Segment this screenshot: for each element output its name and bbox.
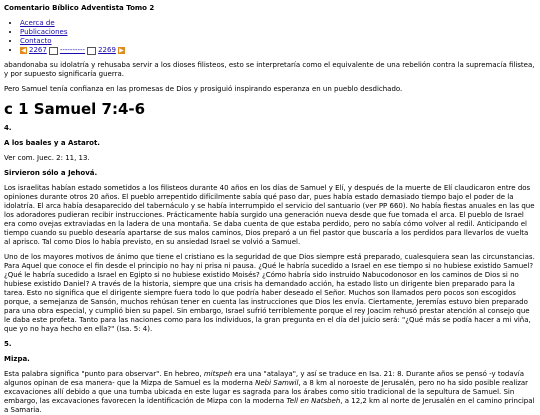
contact-link[interactable]: Contacto — [20, 37, 52, 45]
pager — [20, 46, 125, 55]
next-page-link[interactable]: 2269 — [98, 46, 116, 54]
section-heading: c 1 Samuel 7:4-6 — [4, 100, 146, 118]
pager-separator[interactable]: ---------- — [59, 46, 86, 54]
term-mitspeh: mitspeh — [203, 370, 233, 378]
page-title: Comentario Bíblico Adventista Tomo 2 — [4, 4, 155, 12]
verse-5-phrase: Mizpa. — [4, 355, 30, 363]
para-c-part-4: , a 12,2 km al norte de Jerusalén en el camino principal a Samaria. — [4, 397, 535, 414]
nav-item-publications — [20, 28, 536, 37]
para-c-part-2: era una "atalaya", y así se traduce en Isa. 21: 8. Durante años se pensó -y todavía algunos opinan de esa manera- que la Mizpa de Samuel es la moderna — [4, 370, 525, 387]
verse-4-subheading: Sirvieron sólo a Jehová. — [4, 169, 98, 177]
nav-list — [4, 19, 536, 55]
term-nebi-samwil: Nebi Samwil — [255, 379, 299, 387]
intro-paragraph-1: abandonaba su idolatría y rehusaba servir a los dioses filisteos, esto se interpretaría como el equivalente de una rebelión contra la supremacía filistea, y por supuesto significaría guerra. — [4, 61, 535, 78]
nav-item-about — [20, 19, 536, 28]
prev-arrow-icon[interactable]: • ◀ — [21, 47, 26, 54]
commentary-paragraph-a: Los israelitas habían estado sometidos a los filisteos durante 40 años en los días de Samuel y Elí, y después de la muerte de Elí claudicaron entre dos opiniones durante otros 20 años. El pueblo arrepentido difícilmente sabía qué paso dar, pues había estado demasiado tiempo bajo el poder de la idolatría. El arca había desaparecido del tabernáculo y se había interrumpido el servicio del santuario (ver PP 660). No había fiestas anuales en las que los adoradores pudieran recibir instrucciones. Prácticamente había surgido una generación nueva desde que fue tomada el arca. El pueblo de Israel era como ovejas extraviadas en la ladera de una montaña. Se daba cuenta de que estaba perdido, pero no sabía cómo volver al redil. Anticipando el tiempo cuando su pueblo desearía apartarse de sus malos caminos, Dios preparó a un fiel pastor que buscaría a los perdidos para llevarlos de vuelta al aprisco. Tal como Dios lo había previsto, en su ansiedad Israel se volvió a Samuel. — [4, 184, 535, 246]
publications-link[interactable]: Publicaciones — [20, 28, 68, 36]
intro-paragraph-2: Pero Samuel tenía confianza en las promesas de Dios y prosiguió inspirando esperanza en un pueblo desdichado. — [4, 85, 403, 93]
verse-4-number: 4. — [4, 124, 12, 132]
verse-4-phrase: A los baales y a Astarot. — [4, 139, 100, 147]
commentary-paragraph-b: Uno de los mayores motivos de ánimo que tiene el cristiano es la seguridad de que Dios siempre está preparado, cualesquiera sean las circunstancias. Para Aquel que conoce el fin desde el principio no hay ni prisa ni pausa. ¿Qué le habría sucedido a Israel en ese tiempo si no hubiese existido Samuel? ¿Qué le habría sucedido a Israel en Egipto si no hubiese existido Moisés? ¿Cómo habría sido instruido Nabucodonosor en los caminos de Dios si no hubiese existido Daniel? A través de la historia, siempre que una crisis ha demandado acción, ha estado listo un dirigente bien preparado para la tarea. Esto no significa que el dirigente siempre fuera todo lo que podría haber deseado el Señor. Muchos son llamados pero pocos son escogidos porque, a semejanza de Sansón, muchos rehúsan tener en cuenta las instrucciones que Dios les envía. Ciertamente, Jeremías estuvo bien preparado para una obra especial, y cumplió bien su papel. Sin embargo, Israel sufrió terriblemente porque el rey Joacim rehusó prestar atención al consejo que le daba este profeta. Tanto para las naciones como para los individuos, la gran pregunta en el día del juicio será: "¿Qué más se podía hacer a mi viña, que yo no haya hecho en ella?" (Isa. 5: 4). — [4, 253, 535, 333]
commentary-paragraph-c — [4, 370, 536, 415]
nav-item-pager — [20, 46, 536, 55]
para-c-part-3: , a 8 km al noroeste de Jerusalén, pero no ha sido posible realizar excavaciones allí debido a que una tumba ubicada en este lugar es sagrada para los árabes como sitio tradicional de la sepultura de Samuel. Sin embargo, las excavaciones favorecen la identificación de Mizpa con la moderna — [4, 379, 529, 405]
para-c-part-1: Esta palabra significa "punto para observar". En hebreo, — [4, 370, 202, 378]
next-arrow-icon[interactable]: ▶ — [119, 47, 124, 54]
verse-5-number: 5. — [4, 340, 12, 348]
verse-4-reference: Ver com. Juec. 2: 11, 13. — [4, 154, 90, 162]
term-tell-en-natsbeh: Tell en Natsbeh — [286, 397, 341, 405]
nav-item-contact — [20, 37, 536, 46]
about-link[interactable]: Acerca de — [20, 19, 55, 27]
book-icon-2[interactable] — [87, 47, 96, 55]
book-icon[interactable] — [49, 47, 58, 55]
prev-page-link[interactable]: 2267 — [29, 46, 47, 54]
